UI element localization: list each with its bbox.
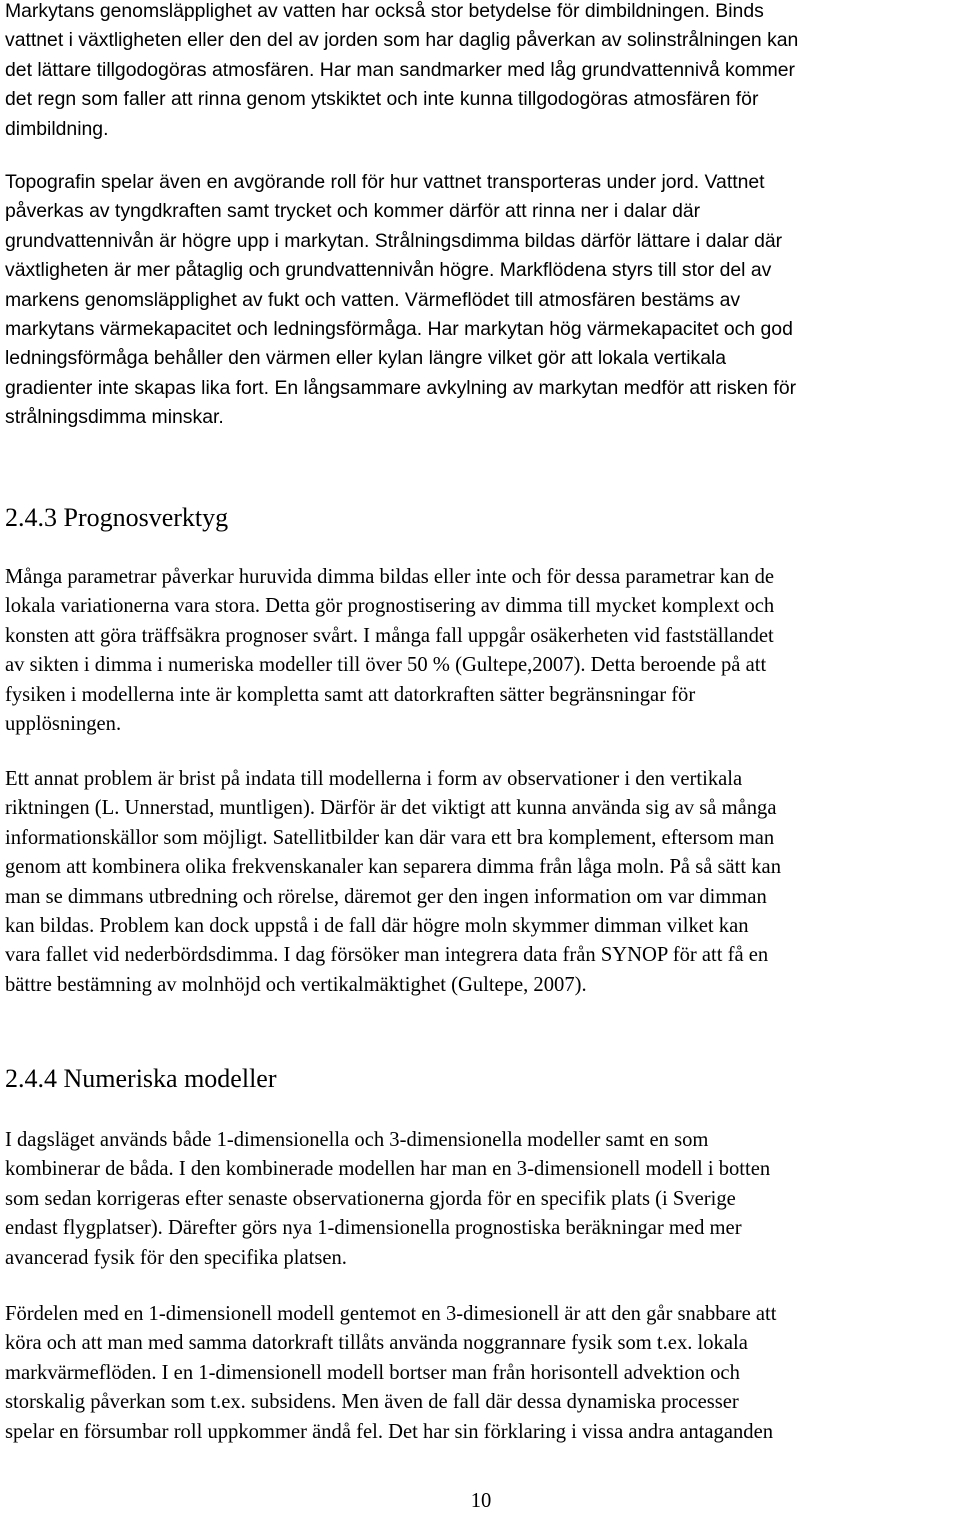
text-line: grundvattennivån är högre upp i markytan. Strålningsdimma bildas därför lättare i dalar där [5,229,783,252]
paragraph-model-types [5,1126,957,1273]
paragraph-input-data [5,765,957,1000]
text-line: vattnet i växtligheten eller den del av jorden som har daglig påverkan av solinstrålningen kan [5,29,799,52]
text-line: upplösningen. [5,713,122,736]
text-line: av sikten i dimma i numeriska modeller till över 50 % (Gultepe,2007). Detta beroende på att [5,654,767,677]
text-line: informationskällor som möjligt. Satellitbilder kan där vara ett bra komplement, eftersom man [5,826,775,849]
text-line: man se dimmans utbredning och rörelse, däremot ger den ingen information om var dimman [5,885,767,908]
text-line: Fördelen med en 1-dimensionell modell gentemot en 3-dimesionell är att den går snabbare att [5,1303,777,1325]
text-line: bättre bestämning av molnhöjd och vertikalmäktighet (Gultepe, 2007). [5,973,587,996]
text-line: markens genomsläpplighet av fukt och vatten. Värmeflödet till atmosfären bestäms av [5,288,741,311]
text-line: lokala variationerna vara stora. Detta gör prognostisering av dimma till mycket komplext och [5,595,775,618]
paragraph-topography [5,168,957,433]
text-line: som sedan korrigeras efter senaste observationerna gjorda för en specifik plats (i Sverige [5,1187,736,1210]
text-line: kan bildas. Problem kan dock uppstå i de fall där högre moln skymmer dimman vilket kan [5,915,749,938]
text-line: spelar en försumbar roll uppkommer ändå fel. Det har sin förklaring i vissa andra antaganden [5,1420,774,1443]
text-line: Markytans genomsläpplighet av vatten har också stor betydelse för dimbildningen. Binds [5,0,764,22]
paragraph-forecast-uncertainty [5,563,957,739]
text-line: det lättare tillgodogöras atmosfären. Har man sandmarker med låg grundvattennivå kommer [5,58,796,81]
page-number: 10 [470,1490,492,1512]
text-line: I dagsläget används både 1-dimensionella och 3-dimensionella modeller samt en som [5,1129,709,1151]
text-line: markytans värmekapacitet och ledningsförmåga. Har markytan hög värmekapacitet och god [5,318,793,341]
text-line: ledningsförmåga behåller den värmen eller kylan längre vilket gör att lokala vertikala [5,347,727,370]
text-line: riktningen (L. Unnerstad, muntligen). Därför är det viktigt att kunna använda sig av så många [5,797,777,820]
text-line: kombinerar de båda. I den kombinerade modellen har man en 3-dimensionell modell i botten [5,1158,771,1181]
text-line: vara fallet vid nederbördsdimma. I dag försöker man integrera data från SYNOP för att få en [5,944,769,967]
text-line: gradienter inte skapas lika fort. En långsammare avkylning av markytan medför att risken för [5,376,797,399]
text-line: markvärmeflöden. I en 1-dimensionell modell bortser man från horisontell advektion och [5,1361,740,1384]
text-line: köra och att man med samma datorkraft tillåts använda noggrannare fysik som t.ex. lokala [5,1332,748,1355]
text-line: endast flygplatser). Därefter görs nya 1-dimensionella prognostiska beräkningar med mer [5,1217,742,1240]
text-line: strålningsdimma minskar. [5,406,224,429]
section-heading-prognosverktyg: 2.4.3 Prognosverktyg [5,503,229,532]
paragraph-1d-model-advantages [5,1300,957,1447]
text-line: Ett annat problem är brist på indata till modellerna i form av observationer i den vertikala [5,768,743,790]
text-line: genom att kombinera olika frekvenskanaler kan separera dimma från låga moln. På så sätt kan [5,856,781,879]
text-line: växtligheten är mer påtaglig och grundvattennivån högre. Markflödena styrs till stor del av [5,259,772,282]
text-line: storskalig påverkan som t.ex. subsidens. Men även de fall där dessa dynamiska processer [5,1391,739,1414]
document-page [5,0,957,1515]
text-line: påverkas av tyngdkraften samt trycket och kommer därför att rinna ner i dalar där [5,200,701,223]
section-heading-numeriska-modeller: 2.4.4 Numeriska modeller [5,1064,277,1093]
text-line: det regn som faller att rinna genom ytskiktet och inte kunna tillgodogöras atmosfären för [5,88,759,111]
text-line: konsten att göra träffsäkra prognoser svårt. I många fall uppgår osäkerheten vid fastställandet [5,624,774,647]
text-line: fysiken i modellerna inte är kompletta samt att datorkraften sätter begränsningar för [5,683,696,706]
text-line: dimbildning. [5,117,109,140]
text-line: avancerad fysik för den specifika platsen. [5,1246,347,1269]
paragraph-groundwater [5,0,957,144]
text-line: Många parametrar påverkar huruvida dimma bildas eller inte och för dessa parametrar kan de [5,566,775,588]
text-line: Topografin spelar även en avgörande roll för hur vattnet transporteras under jord. Vattnet [5,171,765,193]
